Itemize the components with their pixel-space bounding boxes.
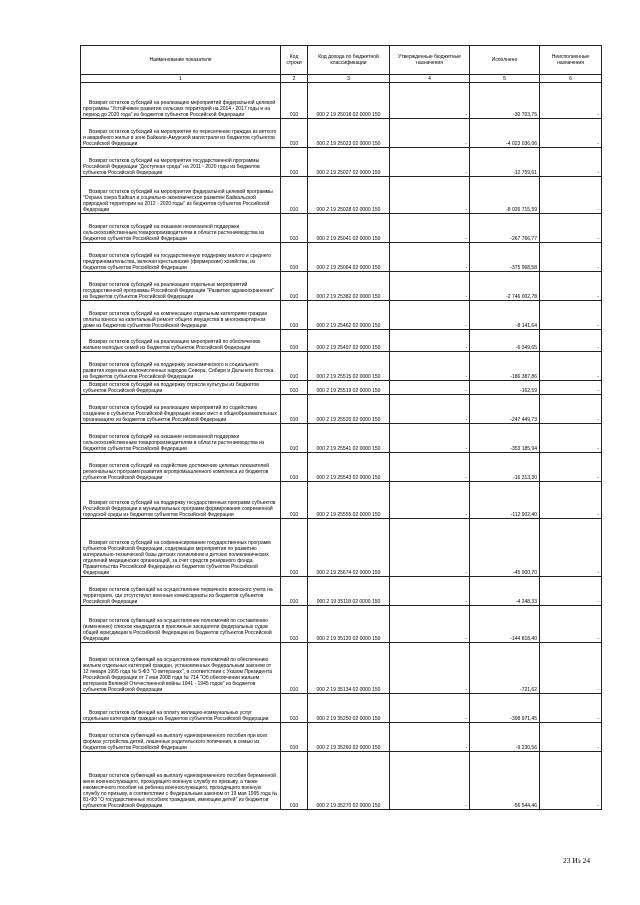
row-name xyxy=(81,694,281,723)
row-kbk: 000 2 19 25382 02 0000 150 xyxy=(308,272,390,301)
row-unexecuted: - xyxy=(540,482,602,519)
table-row xyxy=(81,395,602,424)
header-executed: Исполнено xyxy=(470,46,540,75)
row-name-text: Возврат остатков субсидий на реализацию мероприятий по обеспечению жильем молодых семей из бюджетов субъектов Российской Федерации xyxy=(83,339,261,351)
row-code: 010 xyxy=(281,214,308,243)
row-unexecuted: - xyxy=(540,694,602,723)
row-executed: -9 230,56 xyxy=(470,723,540,752)
row-unexecuted: - xyxy=(540,577,602,606)
row-code: 010 xyxy=(281,330,308,352)
row-code: 010 xyxy=(281,723,308,752)
row-executed: -16 313,30 xyxy=(470,453,540,482)
row-name xyxy=(81,177,281,214)
row-name-text: Возврат остатков субвенций на осуществление полномочий по обеспечению жильем отдельных категорий граждан, установленных Федеральным законом от 12 января 1995 года № 5-ФЗ "О ветеранах", в соответствии с Указом Президента Российской Федерации от 7 мая 2008 года № 714 "Об обеспечении жильем ветеранов Великой Отечественной войны 1941 - 1945 годов" из бюджетов субъектов Российской Федерации xyxy=(83,657,272,693)
row-executed: -6 349,65 xyxy=(470,330,540,352)
row-name-text: Возврат остатков субсидий на мероприятия государственной программы Российской Федерации "Доступная среда" на 2011 - 2020 годы из бюджетов субъектов Российской Федерации xyxy=(83,158,260,176)
row-unexecuted: - xyxy=(540,381,602,395)
header-kbk: Код дохода по бюджетной классификации xyxy=(308,46,390,75)
table-row xyxy=(81,301,602,330)
row-approved: - xyxy=(390,352,470,381)
row-name-text: Возврат остатков субсидий на мероприятия по переселению граждан из ветхого и аварийного жилья в зоне Байкало-Амурской магистрали из бюджетов субъектов Российской Федерации xyxy=(83,129,277,147)
row-unexecuted: - xyxy=(540,424,602,453)
row-name-text: Возврат остатков субсидий на государственную поддержку малого и среднего предпринимательства, включая крестьянские (фермерские) хозяйства, из бюджетов субъектов Российской Федерации xyxy=(83,253,272,271)
row-name xyxy=(81,453,281,482)
row-code: 010 xyxy=(281,606,308,643)
row-executed: -267 766,77 xyxy=(470,214,540,243)
row-executed: -247 449,73 xyxy=(470,395,540,424)
table-row xyxy=(81,352,602,381)
row-unexecuted: - xyxy=(540,119,602,148)
row-code: 010 xyxy=(281,643,308,694)
column-number: 4 xyxy=(390,75,470,83)
row-name-text: Возврат остатков субсидий на поддержку государственных программ субъектов Российской Федерации и муниципальных программ формирования современной городской среды из бюджетов субъектов Российской Федерации xyxy=(83,500,276,518)
table-row xyxy=(81,381,602,395)
row-code: 010 xyxy=(281,148,308,177)
row-unexecuted: - xyxy=(540,214,602,243)
row-kbk: 000 2 19 25028 02 0000 150 xyxy=(308,177,390,214)
row-name xyxy=(81,330,281,352)
row-executed: -8 141,64 xyxy=(470,301,540,330)
row-code: 010 xyxy=(281,119,308,148)
row-name-text: Возврат остатков субсидий на поддержку отрасли культуры из бюджетов субъектов Российской Федерации xyxy=(83,382,259,394)
column-number: 6 xyxy=(540,75,602,83)
row-approved: - xyxy=(390,694,470,723)
row-unexecuted: - xyxy=(540,395,602,424)
row-executed: -4 248,33 xyxy=(470,577,540,606)
row-name xyxy=(81,83,281,119)
row-name xyxy=(81,352,281,381)
row-kbk: 000 2 19 25041 02 0000 150 xyxy=(308,214,390,243)
row-executed: -112 902,40 xyxy=(470,482,540,519)
table-row xyxy=(81,214,602,243)
row-name-text: Возврат остатков субвенций на выплату единовременного пособия при всех формах устройства детей, лишенных родительского попечения, в семью из бюджетов субъектов Российской Федерации xyxy=(83,733,268,751)
row-code: 010 xyxy=(281,577,308,606)
row-code: 010 xyxy=(281,752,308,810)
table-row xyxy=(81,243,602,272)
row-name-text: Возврат остатков субсидий на реализацию мероприятий федеральной целевой программы "Устойчивое развитие сельских территорий на 2014 - 2017 годы и на период до 2020 года" из бюджетов субъектов Российской Федерации xyxy=(83,100,276,118)
row-name-text: Возврат остатков субсидий на оказание несвязанной поддержки сельскохозяйственным товаропроизводителям в области растениеводства из бюджетов субъектов Российской Федерации xyxy=(83,434,265,452)
row-approved: - xyxy=(390,519,470,577)
row-kbk: 000 2 19 25018 02 0000 150 xyxy=(308,83,390,119)
row-name xyxy=(81,723,281,752)
row-unexecuted: - xyxy=(540,243,602,272)
row-executed: -30 703,75 xyxy=(470,83,540,119)
row-unexecuted: - xyxy=(540,83,602,119)
row-code: 010 xyxy=(281,177,308,214)
row-executed: -12 759,61 xyxy=(470,148,540,177)
row-code: 010 xyxy=(281,243,308,272)
row-approved: - xyxy=(390,453,470,482)
row-code: 010 xyxy=(281,519,308,577)
row-unexecuted: - xyxy=(540,606,602,643)
table-body xyxy=(81,83,602,810)
table-row xyxy=(81,148,602,177)
row-name-text: Возврат остатков субсидий на поддержку экономического и социального развития коренных малочисленных народов Севера, Сибири и Дальнего Востока из бюджетов субъектов Российской Федерации xyxy=(83,362,274,380)
row-code: 010 xyxy=(281,381,308,395)
row-name-text: Возврат остатков субвенций на осуществление полномочий по составлению (изменению) списков кандидатов в присяжные заседатели федеральных судов общей юрисдикции в Российской Федерации из бюджетов субъектов Российской Федерации xyxy=(83,618,272,642)
row-kbk: 000 2 19 25543 02 0000 150 xyxy=(308,453,390,482)
row-name xyxy=(81,752,281,810)
row-name xyxy=(81,424,281,453)
row-approved: - xyxy=(390,177,470,214)
row-name-text: Возврат остатков субвенций на выплату единовременного пособия беременной жене военнослужащего, проходящего военную службу по призыву, а также ежемесячного пособия на ребенка военнослужащего, проходящего военную службу по призыву, в соответствии с Федеральным законом от 19 мая 1995 года № 81-ФЗ "О государственных пособиях гражданам, имеющим детей" из бюджетов субъектов Российской Федерации xyxy=(83,773,278,809)
row-kbk: 000 2 19 25520 02 0000 150 xyxy=(308,395,390,424)
row-kbk: 000 2 19 35250 02 0000 150 xyxy=(308,694,390,723)
row-kbk: 000 2 19 25027 02 0000 150 xyxy=(308,148,390,177)
row-kbk: 000 2 19 35270 02 0000 150 xyxy=(308,752,390,810)
row-code: 010 xyxy=(281,482,308,519)
table-row xyxy=(81,424,602,453)
row-approved: - xyxy=(390,148,470,177)
row-code: 010 xyxy=(281,301,308,330)
row-name xyxy=(81,148,281,177)
row-kbk: 000 2 19 35118 02 0000 150 xyxy=(308,577,390,606)
row-unexecuted: - xyxy=(540,723,602,752)
row-name xyxy=(81,606,281,643)
row-executed: -721,62 xyxy=(470,643,540,694)
header-code: Код строки xyxy=(281,46,308,75)
row-name xyxy=(81,214,281,243)
header-approved: Утвержденные бюджетные назначения xyxy=(390,46,470,75)
table-row xyxy=(81,330,602,352)
row-kbk: 000 2 19 35260 02 0000 150 xyxy=(308,723,390,752)
row-name xyxy=(81,272,281,301)
row-name xyxy=(81,381,281,395)
table-row xyxy=(81,752,602,810)
header-name: Наименование показателя xyxy=(81,46,281,75)
row-name xyxy=(81,577,281,606)
budget-revenue-table xyxy=(80,45,602,810)
row-code: 010 xyxy=(281,694,308,723)
table-header-row xyxy=(81,46,602,75)
row-name xyxy=(81,301,281,330)
row-unexecuted: - xyxy=(540,519,602,577)
row-code: 010 xyxy=(281,272,308,301)
row-kbk: 000 2 19 25555 02 0000 150 xyxy=(308,482,390,519)
row-name-text: Возврат остатков субвенций на осуществление первичного воинского учета на территориях, где отсутствуют военные комиссариаты из бюджетов субъектов Российской Федерации xyxy=(83,587,273,605)
column-number-row xyxy=(81,75,602,83)
row-executed: -2 746 002,78 xyxy=(470,272,540,301)
table-row xyxy=(81,519,602,577)
row-approved: - xyxy=(390,119,470,148)
row-kbk: 000 2 19 25462 02 0000 150 xyxy=(308,301,390,330)
row-approved: - xyxy=(390,272,470,301)
row-name xyxy=(81,243,281,272)
row-executed: -8 026 715,59 xyxy=(470,177,540,214)
row-approved: - xyxy=(390,723,470,752)
row-name-text: Возврат остатков субсидий на оказание несвязанной поддержки сельскохозяйственным товаропроизводителям в области растениеводства из бюджетов субъектов Российской Федерации xyxy=(83,224,265,242)
row-approved: - xyxy=(390,643,470,694)
row-name xyxy=(81,482,281,519)
row-executed: -375 968,58 xyxy=(470,243,540,272)
row-kbk: 000 2 19 25515 02 0000 150 xyxy=(308,352,390,381)
row-approved: - xyxy=(390,301,470,330)
table-row xyxy=(81,482,602,519)
row-approved: - xyxy=(390,424,470,453)
row-executed: -45 900,70 xyxy=(470,519,540,577)
row-approved: - xyxy=(390,214,470,243)
table-row xyxy=(81,606,602,643)
row-executed: -4 023 036,06 xyxy=(470,119,540,148)
row-unexecuted: - xyxy=(540,177,602,214)
row-kbk: 000 2 19 25064 02 0000 150 xyxy=(308,243,390,272)
table-row xyxy=(81,723,602,752)
row-kbk: 000 2 19 25023 02 0000 150 xyxy=(308,119,390,148)
header-unexecuted: Неисполненные назначения xyxy=(540,46,602,75)
table-row xyxy=(81,694,602,723)
table-row xyxy=(81,643,602,694)
row-kbk: 000 2 19 25497 02 0000 150 xyxy=(308,330,390,352)
row-approved: - xyxy=(390,243,470,272)
row-approved: - xyxy=(390,606,470,643)
row-name-text: Возврат остатков субсидий на мероприятия федеральной целевой программы "Охрана озера Байкал и социально-экономическое развитие Байкальской природной территории на 2012 - 2020 годы" из бюджетов субъектов Российской Федерации xyxy=(83,189,273,213)
row-approved: - xyxy=(390,395,470,424)
row-executed: -144 818,40 xyxy=(470,606,540,643)
row-approved: - xyxy=(390,381,470,395)
row-approved: - xyxy=(390,330,470,352)
row-unexecuted: - xyxy=(540,301,602,330)
table-row xyxy=(81,272,602,301)
column-number: 2 xyxy=(281,75,308,83)
row-code: 010 xyxy=(281,424,308,453)
table-row xyxy=(81,177,602,214)
row-code: 010 xyxy=(281,352,308,381)
row-code: 010 xyxy=(281,453,308,482)
row-executed: -186 387,86 xyxy=(470,352,540,381)
row-approved: - xyxy=(390,83,470,119)
row-kbk: 000 2 19 25674 02 0000 150 xyxy=(308,519,390,577)
row-name-text: Возврат остатков субсидий на софинансирование государственных программ субъектов Российской Федерации, содержащих мероприятия по развитию материально-технической базы детских поликлиник и детских поликлинических отделений медицинских организаций, за счет средств резервного фонда Правительства Российской Федерации из бюджетов субъектов Российской Федерации xyxy=(83,540,271,576)
row-unexecuted: - xyxy=(540,330,602,352)
table-row xyxy=(81,453,602,482)
row-name-text: Возврат остатков субсидий на реализацию отдельных мероприятий государственной программы Российской Федерации "Развитие здравоохранения" из бюджетов субъектов Российской Федерации xyxy=(83,282,274,300)
column-number: 1 xyxy=(81,75,281,83)
row-approved: - xyxy=(390,752,470,810)
row-code: 010 xyxy=(281,395,308,424)
row-kbk: 000 2 19 35120 02 0000 150 xyxy=(308,606,390,643)
row-name xyxy=(81,119,281,148)
row-name xyxy=(81,395,281,424)
row-code: 010 xyxy=(281,83,308,119)
row-unexecuted: - xyxy=(540,752,602,810)
table-row xyxy=(81,119,602,148)
row-unexecuted: - xyxy=(540,148,602,177)
row-kbk: 000 2 19 35134 02 0000 150 xyxy=(308,643,390,694)
row-kbk: 000 2 19 25541 02 0000 150 xyxy=(308,424,390,453)
row-unexecuted: - xyxy=(540,643,602,694)
row-executed: -398 971,45 xyxy=(470,694,540,723)
table-row xyxy=(81,577,602,606)
row-kbk: 000 2 19 25519 02 0000 150 xyxy=(308,381,390,395)
row-name xyxy=(81,643,281,694)
row-unexecuted: - xyxy=(540,272,602,301)
row-executed: -56 544,46 xyxy=(470,752,540,810)
row-unexecuted: - xyxy=(540,352,602,381)
row-unexecuted: - xyxy=(540,453,602,482)
row-name-text: Возврат остатков субсидий на содействие достижению целевых показателей региональных программ развития агропромышленного комплекса из бюджетов субъектов Российской Федерации xyxy=(83,463,269,481)
table-row xyxy=(81,83,602,119)
row-name-text: Возврат остатков субсидий на реализацию мероприятий по содействию созданию в субъектах Российской Федерации новых мест в общеобразовательных организациях из бюджетов субъектов Российской Федерации xyxy=(83,405,277,423)
row-name-text: Возврат остатков субвенций на оплату жилищно-коммунальных услуг отдельным категориям граждан из бюджетов субъектов Российской Федерации xyxy=(83,710,269,722)
row-name xyxy=(81,519,281,577)
row-approved: - xyxy=(390,482,470,519)
row-executed: -353 185,94 xyxy=(470,424,540,453)
row-executed: -162,59 xyxy=(470,381,540,395)
column-number: 3 xyxy=(308,75,390,83)
page-number: 23 Из 24 xyxy=(563,856,591,865)
column-number: 5 xyxy=(470,75,540,83)
row-approved: - xyxy=(390,577,470,606)
row-name-text: Возврат остатков субсидий на компенсацию отдельным категориям граждан оплаты взноса на капитальный ремонт общего имущества в многоквартирном доме из бюджетов субъектов Российской Федерации xyxy=(83,311,268,329)
